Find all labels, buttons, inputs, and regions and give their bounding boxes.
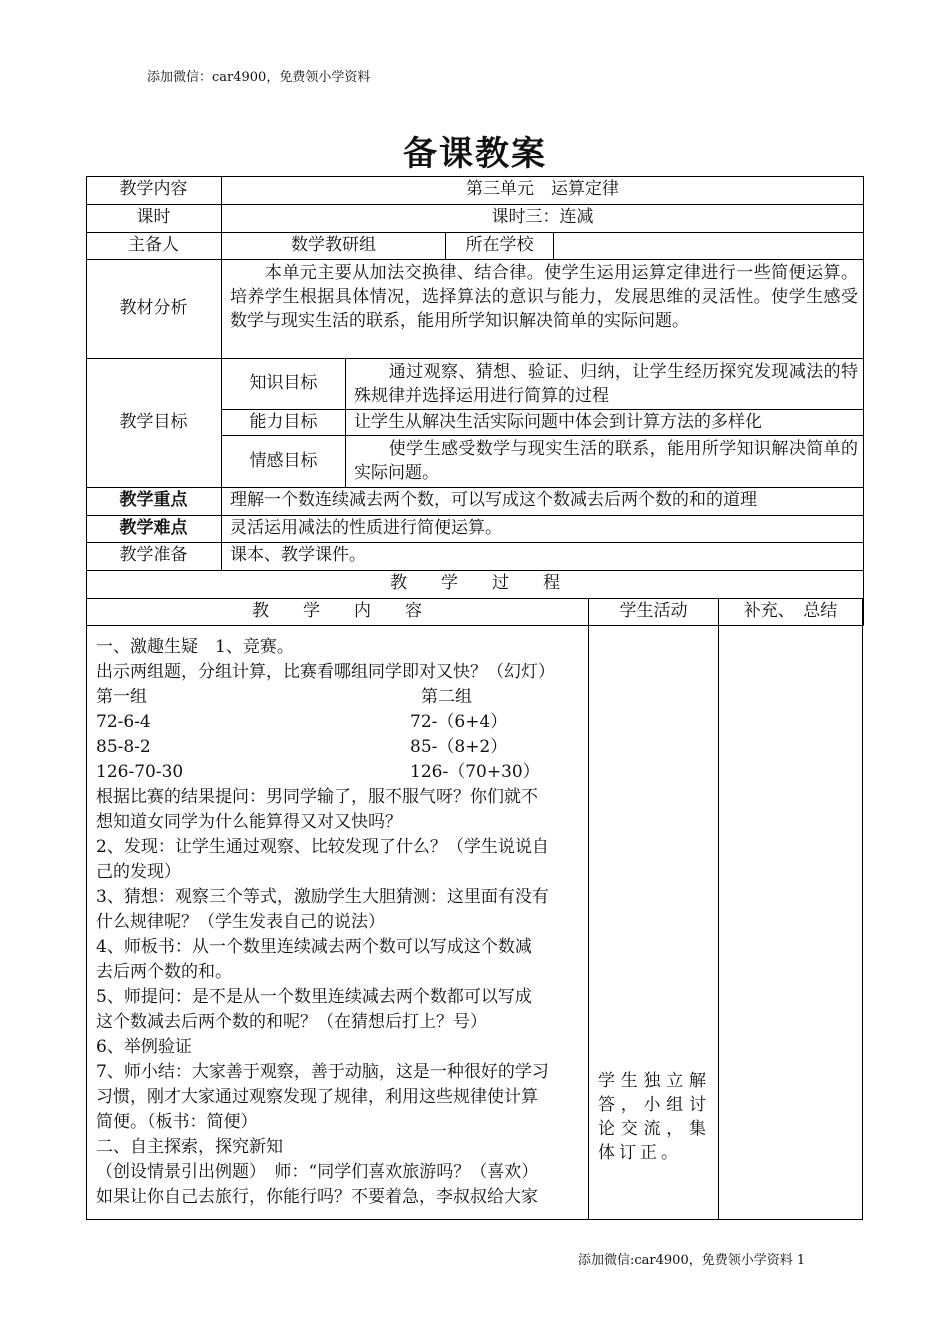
key-label: 教学重点 — [119, 490, 188, 510]
lesson-line: 5、师提问：是不是从一个数里连续减去两个数都可以写成 — [96, 987, 532, 1007]
emotion-label: 情感目标 — [249, 451, 318, 471]
difficulty-text: 灵活运用减法的性质进行简便运算。 — [230, 518, 502, 538]
lesson-line: 如果让你自己去旅行，你能行吗？不要着急，李叔叔给大家 — [96, 1187, 538, 1207]
lesson-line: 72-6-4 — [96, 712, 151, 732]
lesson-line: 去后两个数的和。 — [96, 962, 232, 982]
student-activity-text: 学生独立解答，小组讨论交流，集体订正。 — [598, 1071, 710, 1163]
lesson-line: 习惯，刚才大家通过观察发现了规律，利用这些规律使计算 — [96, 1087, 538, 1107]
lesson-line: 6、举例验证 — [96, 1037, 192, 1057]
lesson-line: 85-（8+2） — [410, 737, 508, 757]
preparer-label: 主备人 — [128, 235, 179, 255]
lesson-line: 126-70-30 — [96, 762, 184, 782]
lesson-line: 126-（70+30） — [410, 762, 540, 782]
school-label: 所在学校 — [465, 235, 534, 255]
analysis-label: 教材分析 — [119, 298, 188, 318]
lesson-line: 什么规律呢？（学生发表自己的说法） — [96, 912, 385, 932]
lesson-line: 根据比赛的结果提问：男同学输了，服不服气呀？你们就不 — [96, 787, 538, 807]
difficulty-label: 教学难点 — [119, 518, 188, 538]
content-label: 教学内容 — [119, 179, 188, 199]
key-text: 理解一个数连续减去两个数，可以写成这个数减去后两个数的和的道理 — [230, 490, 757, 510]
knowledge-label: 知识目标 — [249, 373, 318, 393]
lesson-line: 这个数减去后两个数的和呢？（在猜想后打上？号） — [96, 1012, 487, 1032]
preparer-value: 数学教研组 — [291, 235, 376, 255]
lesson-line: 7、师小结：大家善于观察，善于动脑，这是一种很好的学习 — [96, 1062, 549, 1082]
prep-label: 教学准备 — [119, 545, 188, 565]
lesson-line: 第一组 — [96, 687, 147, 707]
lesson-line: 想知道女同学为什么能算得又对又快吗？ — [96, 812, 402, 832]
ability-label: 能力目标 — [249, 412, 318, 432]
process-heading: 教 学 过 程 — [390, 573, 560, 593]
lesson-line: 出示两组题，分组计算，比赛看哪组同学即对又快？（幻灯） — [96, 662, 555, 682]
emotion-text: 使学生感受数学与现实生活的联系，能用所学知识解决简单的实际问题。 — [354, 439, 858, 483]
lesson-line: 简便。（板书：简便） — [96, 1112, 258, 1132]
col-activity-header: 学生活动 — [619, 601, 688, 621]
lesson-line: （创设情景引出例题） 师：“同学们喜欢旅游吗？（喜欢） — [96, 1162, 539, 1182]
lesson-line: 二、自主探索，探究新知 — [96, 1137, 283, 1157]
footer-note: 添加微信:car4900，免费领小学资料 1 — [578, 1253, 806, 1268]
lesson-label: 课时 — [136, 207, 171, 227]
lesson-value: 课时三：连减 — [491, 207, 594, 227]
lesson-line: 3、猜想：观察三个等式，激励学生大胆猜测：这里面有没有 — [96, 887, 549, 907]
prep-text: 课本、教学课件。 — [230, 545, 366, 565]
ability-text: 让学生从解决生活实际问题中体会到计算方法的多样化 — [354, 412, 762, 432]
lesson-line: 第二组 — [421, 687, 472, 707]
lesson-line: 72-（6+4） — [410, 712, 508, 732]
lesson-line: 一、激趣生疑 1、竞赛。 — [96, 637, 294, 657]
col-summary-header: 补充、 总结 — [743, 601, 838, 621]
lesson-line: 2、发现：让学生通过观察、比较发现了什么？（学生说说自 — [96, 837, 549, 857]
lesson-line: 85-8-2 — [96, 737, 151, 757]
goals-label: 教学目标 — [119, 412, 188, 432]
lesson-line: 4、师板书：从一个数里连续减去两个数可以写成这个数减 — [96, 937, 532, 957]
analysis-text: 本单元主要从加法交换律、结合律。使学生运用运算定律进行一些简便运算。培养学生根据具体情况，选择算法的意识与能力，发展思维的灵活性。使学生感受数学与现实生活的联系，能用所学知识解决简单的实际问题。 — [230, 263, 858, 331]
page-title: 备课教案 — [403, 134, 547, 174]
knowledge-text: 通过观察、猜想、验证、归纳，让学生经历探究发现减法的特殊规律并选择运用进行简算的过程 — [354, 362, 858, 406]
col-content-header: 教 学 内 容 — [252, 601, 422, 621]
content-value: 第三单元 运算定律 — [466, 179, 619, 199]
lesson-line: 己的发现） — [96, 862, 181, 882]
header-note: 添加微信：car4900，免费领小学资料 — [147, 70, 371, 85]
